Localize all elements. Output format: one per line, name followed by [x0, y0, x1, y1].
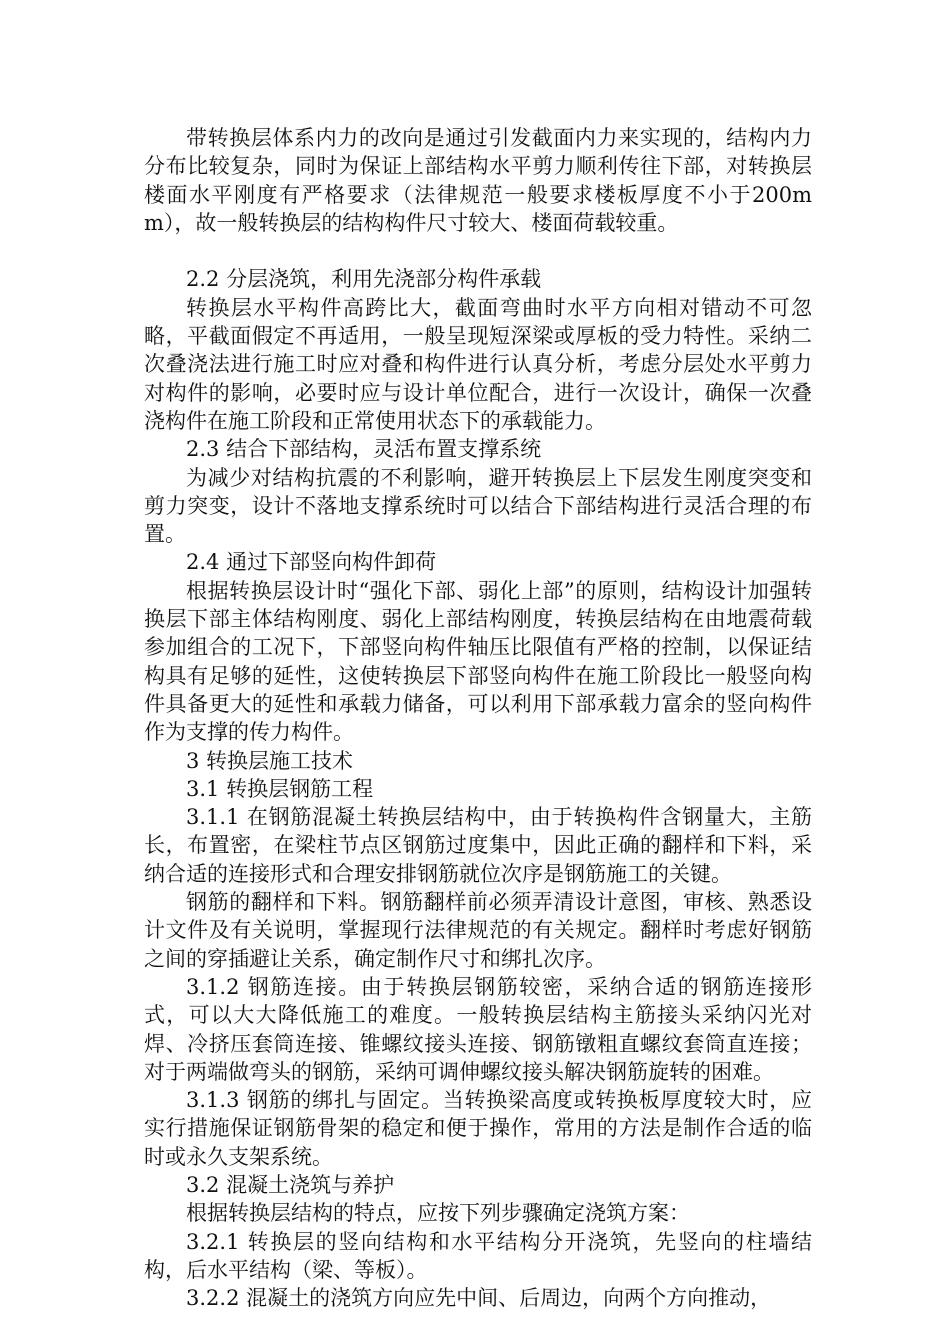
document-body	[144, 124, 812, 1312]
section-heading: 3.1 转换层钢筋工程	[186, 776, 374, 801]
body-paragraph: 转换层水平构件高跨比大，截面弯曲时水平方向相对错动不可忽略，平截面假定不再适用，一般呈现短深梁或厚板的受力特性。采纳二次叠浇法进行施工时应对叠和构件进行认真分析，考虑分层处水平剪力对构件的影响，必要时应与设计单位配合，进行一次设计，确保一次叠浇构件在施工阶段和正常使用状态下的承载能力。	[144, 295, 812, 433]
body-paragraph: 3.2.2 混凝土的浇筑方向应先中间、后周边，向两个方向推动，	[186, 1286, 772, 1311]
body-paragraph: 根据转换层结构的特点，应按下列步骤确定浇筑方案：	[186, 1201, 690, 1226]
section-heading: 2.2 分层浇筑，利用先浇部分构件承载	[186, 267, 542, 292]
body-paragraph: 钢筋的翻样和下料。钢筋翻样前必须弄清设计意图，审核、熟悉设计文件及有关说明，掌握现行法律规范的有关规定。翻样时考虑好钢筋之间的穿插避让关系，确定制作尺寸和绑扎次序。	[144, 890, 812, 971]
paragraph-spacer	[144, 237, 812, 265]
body-paragraph: 根据转换层设计时“强化下部、弱化上部”的原则，结构设计加强转换层下部主体结构刚度、弱化上部结构刚度，转换层结构在由地震荷载参加组合的工况下，下部竖向构件轴压比限值有严格的控制，以保证结构具有足够的延性，这使转换层下部竖向构件在施工阶段比一般竖向构件具备更大的延性和承载力储备，可以利用下部承载力富余的竖向构件作为支撑的传力构件。	[144, 578, 812, 745]
section-heading: 3.2 混凝土浇筑与养护	[186, 1172, 395, 1197]
section-heading: 2.4 通过下部竖向构件卸荷	[186, 550, 437, 575]
body-paragraph: 带转换层体系内力的改向是通过引发截面内力来实现的，结构内力分布比较复杂，同时为保证上部结构水平剪力顺利传往下部，对转换层楼面水平刚度有严格要求（法律规范一般要求楼板厚度不小于200mm），故一般转换层的结构构件尺寸较大、楼面荷载较重。	[144, 126, 812, 235]
body-paragraph: 3.1.1 在钢筋混凝土转换层结构中，由于转换构件含钢量大，主筋长，布置密，在梁柱节点区钢筋过度集中，因此正确的翻样和下料，采纳合适的连接形式和合理安排钢筋就位次序是钢筋施工的关键。	[144, 805, 812, 886]
body-paragraph: 为减少对结构抗震的不利影响，避开转换层上下层发生刚度突变和剪力突变，设计不落地支撑系统时可以结合下部结构进行灵活合理的布置。	[144, 465, 812, 547]
section-heading: 3 转换层施工技术	[186, 748, 354, 773]
body-paragraph: 3.2.1 转换层的竖向结构和水平结构分开浇筑，先竖向的柱墙结构，后水平结构（梁、等板）。	[144, 1229, 812, 1282]
body-paragraph: 3.1.2 钢筋连接。由于转换层钢筋较密，采纳合适的钢筋连接形式，可以大大降低施工的难度。一般转换层结构主筋接头采纳闪光对焊、冷挤压套筒连接、锥螺纹接头连接、钢筋镦粗直螺纹套筒直连接；对于两端做弯头的钢筋，采纳可调伸螺纹接头解决钢筋旋转的困难。	[144, 974, 812, 1084]
body-paragraph: 3.1.3 钢筋的绑扎与固定。当转换梁高度或转换板厚度较大时，应实行措施保证钢筋骨架的稳定和便于操作，常用的方法是制作合适的临时或永久支架系统。	[144, 1088, 812, 1169]
section-heading: 2.3 结合下部结构，灵活布置支撑系统	[186, 437, 542, 462]
